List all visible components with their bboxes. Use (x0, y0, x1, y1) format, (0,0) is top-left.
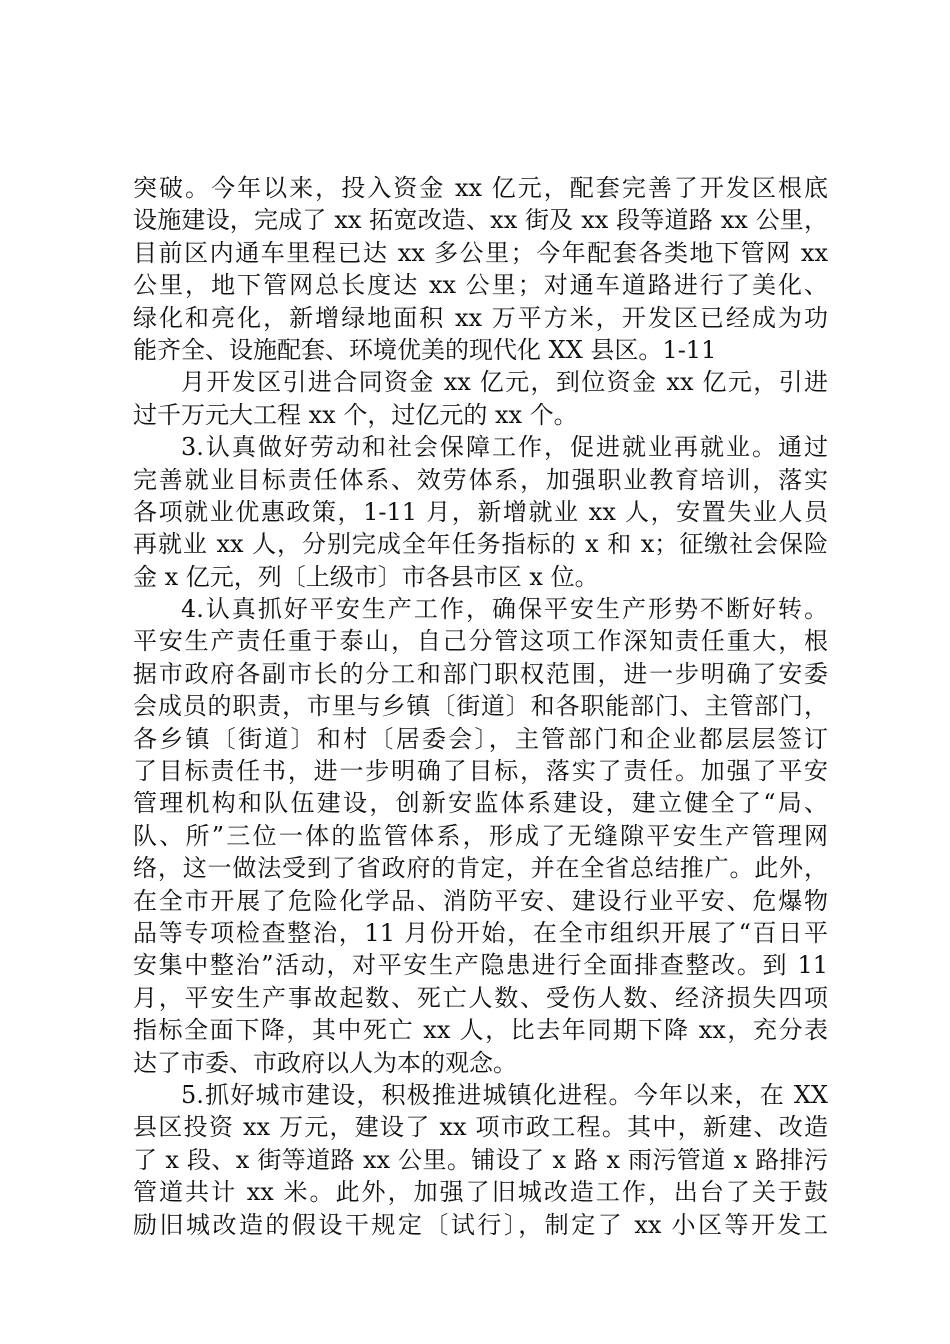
text-line: 金 x 亿元，列〔上级市〕市各县市区 x 位。 (133, 562, 599, 591)
text-line: 设施建设，完成了 xx 拓宽改造、xx 街及 xx 段等道路 xx 公里， (133, 206, 828, 235)
text-line: 络，这一做法受到了省政府的肯定，并在全省总结推广。此外， (133, 854, 828, 883)
text-line: 管理机构和队伍建设，创新安监体系建设，建立健全了“局、 (133, 789, 828, 818)
text-line: 各项就业优惠政策，1-11 月，新增就业 xx 人，安置失业人员 (133, 497, 828, 526)
text-line: 公里，地下管网总长度达 xx 公里；对通车道路进行了美化、 (133, 271, 828, 300)
text-line: 各乡镇〔街道〕和村〔居委会〕，主管部门和企业都层层签订 (133, 724, 828, 753)
text-line: 达了市委、市政府以人为本的观念。 (133, 1048, 517, 1077)
text-line: 突破。今年以来，投入资金 xx 亿元，配套完善了开发区根底 (133, 174, 828, 202)
text-line: 县区投资 xx 万元，建设了 xx 项市政工程。其中，新建、改造 (133, 1113, 828, 1142)
text-line: 月开发区引进合同资金 xx 亿元，到位资金 xx 亿元，引进 (181, 368, 828, 397)
text-line: 过千万元大工程 xx 个，过亿元的 xx 个。 (133, 400, 578, 429)
text-line: 会成员的职责，市里与乡镇〔街道〕和各职能部门、主管部门， (133, 692, 828, 721)
text-line: 在全市开展了危险化学品、消防平安、建设行业平安、危爆物 (133, 886, 828, 915)
text-line: 平安生产责任重于泰山，自己分管这项工作深知责任重大，根 (133, 627, 828, 656)
text-line: 队、所”三位一体的监管体系，形成了无缝隙平安生产管理网 (133, 821, 828, 850)
text-line: 目前区内通车里程已达 xx 多公里；今年配套各类地下管网 xx (133, 238, 828, 267)
text-line: 了 x 段、x 街等道路 xx 公里。铺设了 x 路 x 雨污管道 x 路排污 (133, 1145, 828, 1174)
paragraph-4-heading-line: 4.认真抓好平安生产工作，确保平安生产形势不断好转。 (181, 595, 828, 624)
paragraph-3-heading-line: 3.认真做好劳动和社会保障工作，促进就业再就业。通过 (181, 433, 828, 462)
text-line: 指标全面下降，其中死亡 xx 人，比去年同期下降 xx，充分表 (133, 1016, 828, 1045)
text-line: 据市政府各副市长的分工和部门职权范围，进一步明确了安委 (133, 659, 828, 688)
text-line: 月，平安生产事故起数、死亡人数、受伤人数、经济损失四项 (133, 983, 828, 1012)
document-body (133, 172, 828, 1241)
text-line: 能齐全、设施配套、环境优美的现代化 XX 县区。1-11 (133, 335, 717, 364)
paragraph-5-heading-line: 5.抓好城市建设，积极推进城镇化进程。今年以来，在 XX (181, 1080, 828, 1109)
text-line: 了目标责任书，进一步明确了目标，落实了责任。加强了平安 (133, 757, 828, 786)
text-line: 再就业 xx 人，分别完成全年任务指标的 x 和 x；征缴社会保险 (133, 530, 828, 559)
text-line: 励旧城改造的假设干规定〔试行〕，制定了 xx 小区等开发工 (133, 1210, 828, 1239)
text-line: 绿化和亮化，新增绿地面积 xx 万平方米，开发区已经成为功 (133, 303, 828, 332)
text-line: 品等专项检查整治，11 月份开始，在全市组织开展了“百日平 (133, 918, 828, 947)
text-line: 安集中整治”活动，对平安生产隐患进行全面排查整改。到 11 (133, 951, 828, 980)
text-line: 完善就业目标责任体系、效劳体系，加强职业教育培训，落实 (133, 465, 828, 494)
text-line: 管道共计 xx 米。此外，加强了旧城改造工作，出台了关于鼓 (133, 1178, 828, 1207)
